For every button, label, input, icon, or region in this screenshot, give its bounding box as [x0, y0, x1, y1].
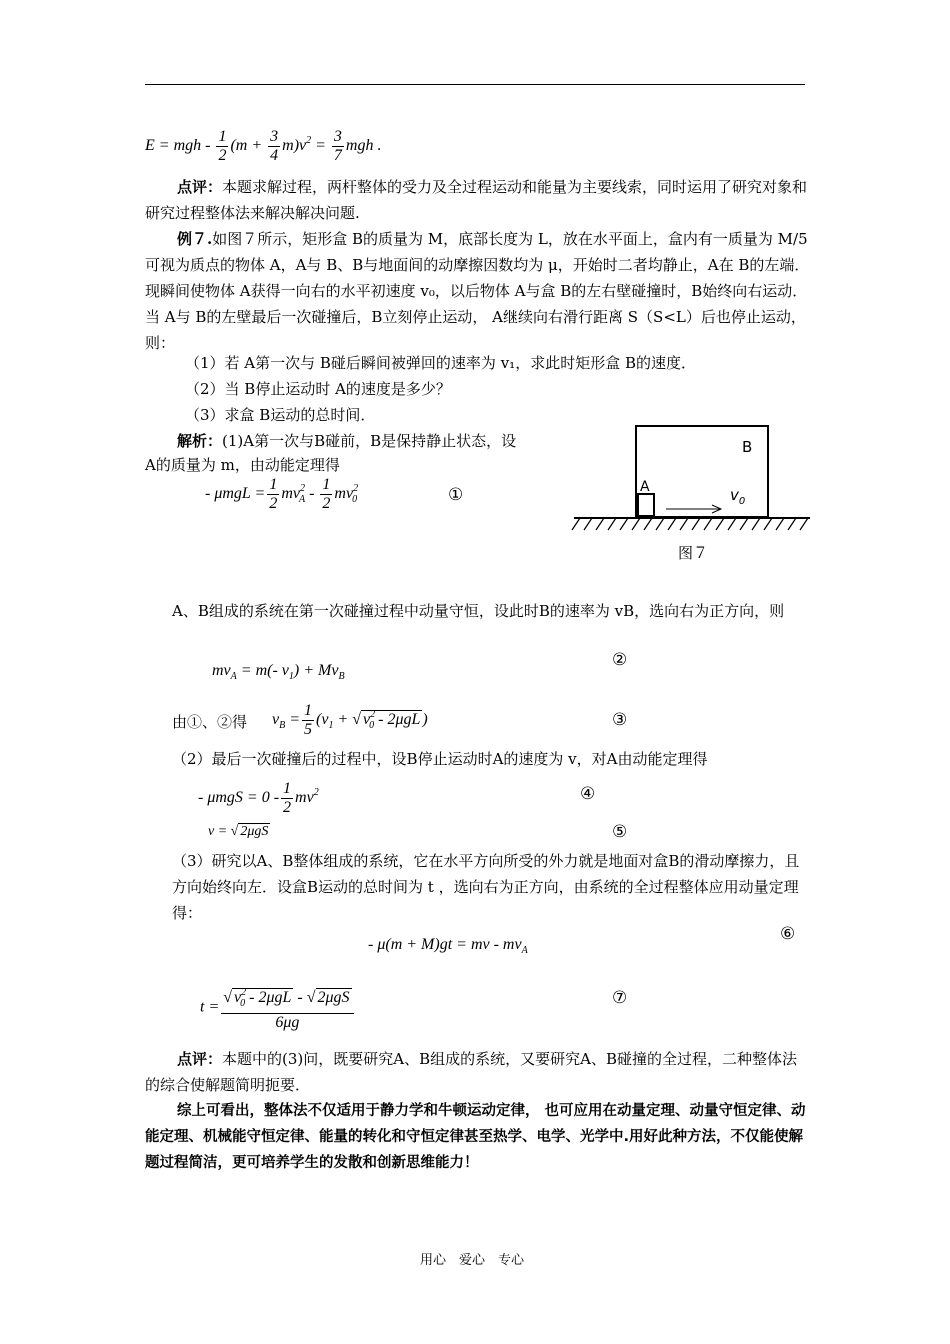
comment-label: 点评： [177, 178, 223, 196]
block-a [638, 494, 654, 516]
solution-line-2: A的质量为 m，由动能定理得 [145, 456, 340, 474]
marker-2: ② [612, 650, 628, 670]
question-2: （2）当 B停止运动时 A的速度是多少？ [185, 380, 451, 398]
comment-label: 点评： [177, 1050, 223, 1068]
comment-text: 本题求解过程，两杆整体的受力及全过程运动和能量为主要线索，同时运用了研究对象和研究过程整体法来解决解决问题. [145, 178, 808, 222]
comment-1 [145, 174, 810, 226]
solution-label: 解析： [177, 432, 223, 450]
solution-line-1 [177, 428, 557, 454]
equation-3-prefix: 由①、②得 [172, 713, 248, 731]
comment-text: 本题中的(3)问，既要研究A、B组成的系统，又要研究A、B碰撞的全过程，二种整体法的综合使解题简明扼要． [145, 1050, 797, 1094]
solution-text: (1)A第一次与B碰前，B是保持静止状态，设 [222, 432, 517, 450]
ground-hatching [572, 518, 808, 530]
equation-7: t = $\frac{√ v^2_0 - 2\mu gL - √ 2\mu gS}{6\mu g}$ [200, 984, 356, 1032]
equation-3: $v_B$ = $\frac{1}{5}$ ($v_1$ + √ $v^2_0 - 2\mu gL$ ) [272, 702, 428, 738]
question-3: （3）求盒 B运动的总时间． [185, 406, 376, 424]
part-3-text: （3）研究以A、B整体组成的系统，它在水平方向所受的外力就是地面对盒B的滑动摩擦力，且方向始终向左．设盒B运动的总时间为 t ，选向右为正方向，由系统的全过程整体应用动量定理得： [172, 852, 800, 922]
equation-2: $mv_A = m(-$ $v_1) + Mv_B$ [212, 662, 345, 682]
marker-3: ③ [612, 710, 628, 730]
example-label: 例７. [177, 230, 213, 248]
example-7-statement [145, 226, 810, 356]
equation-1: - μmgL = $\frac{1}{2}$ $mv^2_A$ - $\frac{1}{2}$ $mv^2_0$ [205, 476, 359, 512]
frac-den: 4 [270, 147, 279, 164]
part-2-text: （2）最后一次碰撞后的过程中，设B停止运动时A的速度为 v，对A由动能定理得 [172, 750, 708, 768]
label-v0: $v_0$ [730, 486, 746, 507]
marker-1: ① [448, 485, 464, 505]
frac-den: 7 [333, 147, 342, 164]
summary-paragraph: 综上可看出，整体法不仅适用于静力学和牛顿运动定律， 也可应用在动量定理、动量守恒定律、动能定理、机械能守恒定律、能量的转化和守恒定律甚至热学、电学、光学中.用好此种方法，不仅能使解题过程简洁，更可培养学生的发散和创新思维能力！ [145, 1103, 806, 1171]
comment-2 [145, 1046, 810, 1098]
frac-den: 2 [218, 147, 227, 164]
frac-num: 3 [333, 128, 342, 145]
example-text: 如图７所示，矩形盒 B的质量为 M，底部长度为 L，放在水平面上，盒内有一质量为 M/5可视为质点的物体 A，A与 B、B与地面间的动摩擦因数均为 μ，开始时二者均静止，A在 B的左端．现瞬间使物体 A获得一向右的水平初速度 v₀，以后物体 A与盒 B的左右壁碰撞时，B始终向右运动．当 A与 B的左壁最后一次碰撞后，B立刻停止运动， A继续向右滑行距离 S（S<L）后也停止运动，则： [145, 230, 810, 352]
label-b: B [742, 438, 753, 456]
energy-equation: E = mgh - $\frac{1}{2}$ (m + $\frac{3}{4}$ $m)v^2$ = $\frac{3}{7}$ mgh . [145, 128, 382, 164]
equation-5: v = √ 2μgS [208, 824, 269, 839]
question-1: （1）若 A第一次与 B碰后瞬间被弹回的速率为 v₁，求此时矩形盒 B的速度． [185, 354, 696, 372]
momentum-text: A、B组成的系统在第一次碰撞过程中动量守恒，设此时B的速率为 vB，选向右为正方向，则 [172, 602, 785, 620]
frac-num: 3 [270, 128, 279, 145]
marker-7: ⑦ [612, 988, 628, 1008]
marker-5: ⑤ [612, 822, 628, 842]
marker-6: ⑥ [780, 924, 796, 944]
header-rule [145, 84, 805, 85]
equation-6: - μ(m + M)gt = mv - $mv_A$ [368, 936, 528, 956]
marker-4: ④ [580, 784, 596, 804]
figure-caption: 图７ [678, 544, 709, 562]
frac-num: 1 [218, 128, 227, 145]
label-a: A [640, 479, 650, 495]
page-footer: 用心 爱心 专心 [420, 1253, 525, 1268]
equation-4: - μmgS = 0 - $\frac{1}{2}$ $mv^2$ [198, 780, 319, 816]
